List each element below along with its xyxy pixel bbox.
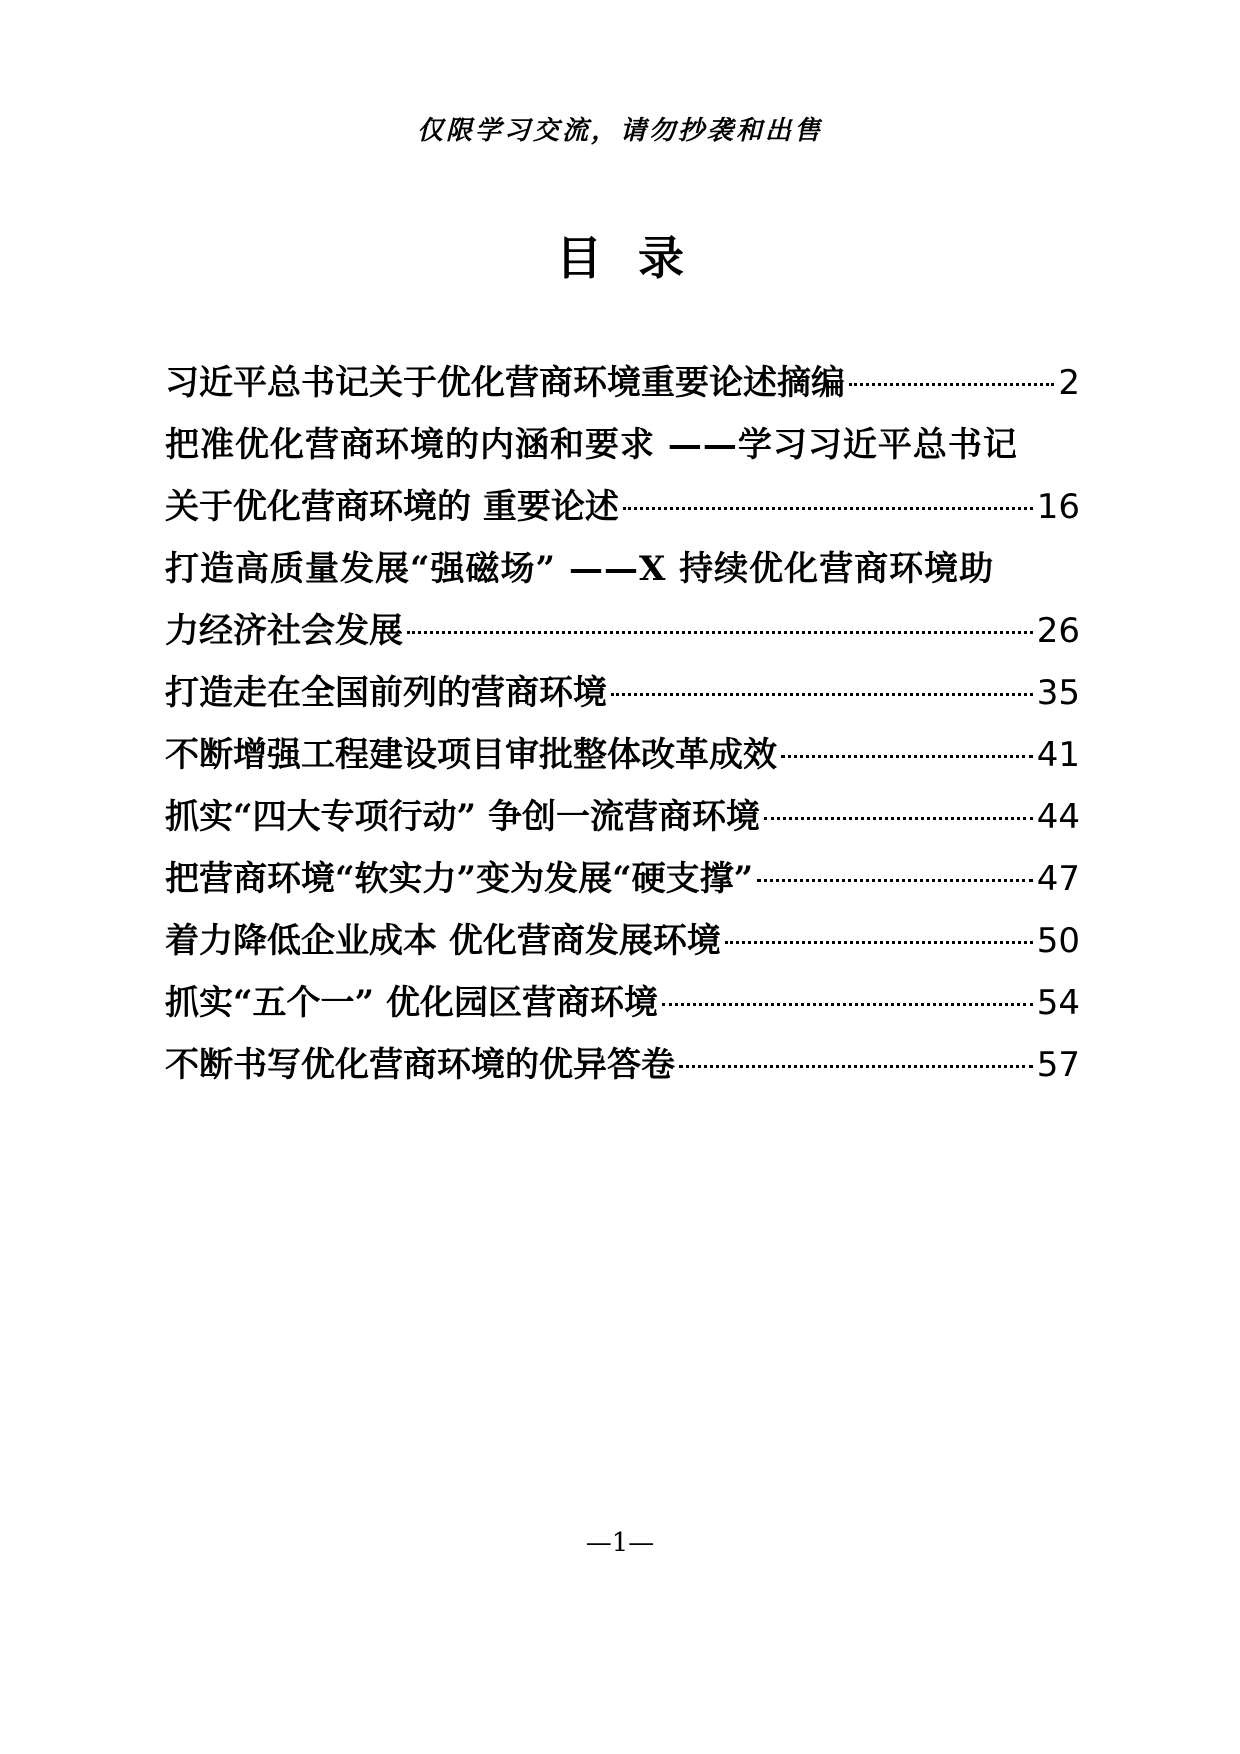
toc-entry-title: 抓实“五个一” 优化园区营商环境 <box>165 983 658 1023</box>
toc-page-number: 35 <box>1036 673 1080 713</box>
toc-leader-dots <box>611 693 1033 696</box>
toc-entry-title: 把营商环境“软实力”变为发展“硬支撑” <box>165 859 754 899</box>
toc-leader-dots <box>849 383 1054 386</box>
toc-leader-dots <box>679 1065 1033 1068</box>
toc-page-number: 47 <box>1036 859 1080 899</box>
toc-entry[interactable] <box>165 352 1080 414</box>
toc-leader-dots <box>764 817 1033 820</box>
toc-leader-dots <box>781 755 1033 758</box>
toc-entry[interactable] <box>165 662 1080 724</box>
toc-page-number: 16 <box>1036 487 1080 527</box>
toc-page-number: 26 <box>1036 611 1080 651</box>
toc-leader-dots <box>623 507 1033 510</box>
toc-entry[interactable] <box>165 972 1080 1034</box>
toc-leader-dots <box>407 631 1033 634</box>
toc-page-number: 57 <box>1036 1045 1080 1085</box>
toc-entry-title: 着力降低企业成本 优化营商发展环境 <box>165 921 721 961</box>
toc-page-number: 54 <box>1036 983 1080 1023</box>
toc-entry[interactable] <box>165 724 1080 786</box>
toc-leader-dots <box>757 879 1033 882</box>
toc-entry-title-line[interactable]: 把准优化营商环境的内涵和要求 ——学习习近平总书记 <box>165 425 1018 465</box>
toc-leader-dots <box>725 941 1033 944</box>
toc-leader-dots <box>662 1003 1033 1006</box>
toc-page-number: 2 <box>1058 363 1080 403</box>
toc-entry[interactable] <box>165 848 1080 910</box>
toc-entry[interactable] <box>165 1034 1080 1096</box>
toc-entry[interactable] <box>165 476 1080 538</box>
toc-entry-title: 打造走在全国前列的营商环境 <box>165 673 607 713</box>
toc-entry-title: 习近平总书记关于优化营商环境重要论述摘编 <box>165 363 845 403</box>
toc-entry-title: 关于优化营商环境的 重要论述 <box>165 487 619 527</box>
page-title: 目录 <box>556 231 720 285</box>
toc-entry-title: 力经济社会发展 <box>165 611 403 651</box>
toc-page-number: 44 <box>1036 797 1080 837</box>
toc-page-number: 41 <box>1036 735 1080 775</box>
toc-entry[interactable] <box>165 910 1080 972</box>
toc-page-number: 50 <box>1036 921 1080 961</box>
toc-entry-title: 抓实“四大专项行动” 争创一流营商环境 <box>165 797 760 837</box>
toc-entry[interactable] <box>165 786 1080 848</box>
toc-entry-title: 不断增强工程建设项目审批整体改革成效 <box>165 735 777 775</box>
toc-entry-title: 不断书写优化营商环境的优异答卷 <box>165 1045 675 1085</box>
header-notice: 仅限学习交流，请勿抄袭和出售 <box>416 116 823 146</box>
toc-entry[interactable] <box>165 600 1080 662</box>
table-of-contents <box>165 352 1080 1096</box>
page-number-footer: —1— <box>585 1528 655 1558</box>
toc-entry-title-line[interactable]: 打造高质量发展“强磁场” ——X 持续优化营商环境助 <box>165 549 995 589</box>
